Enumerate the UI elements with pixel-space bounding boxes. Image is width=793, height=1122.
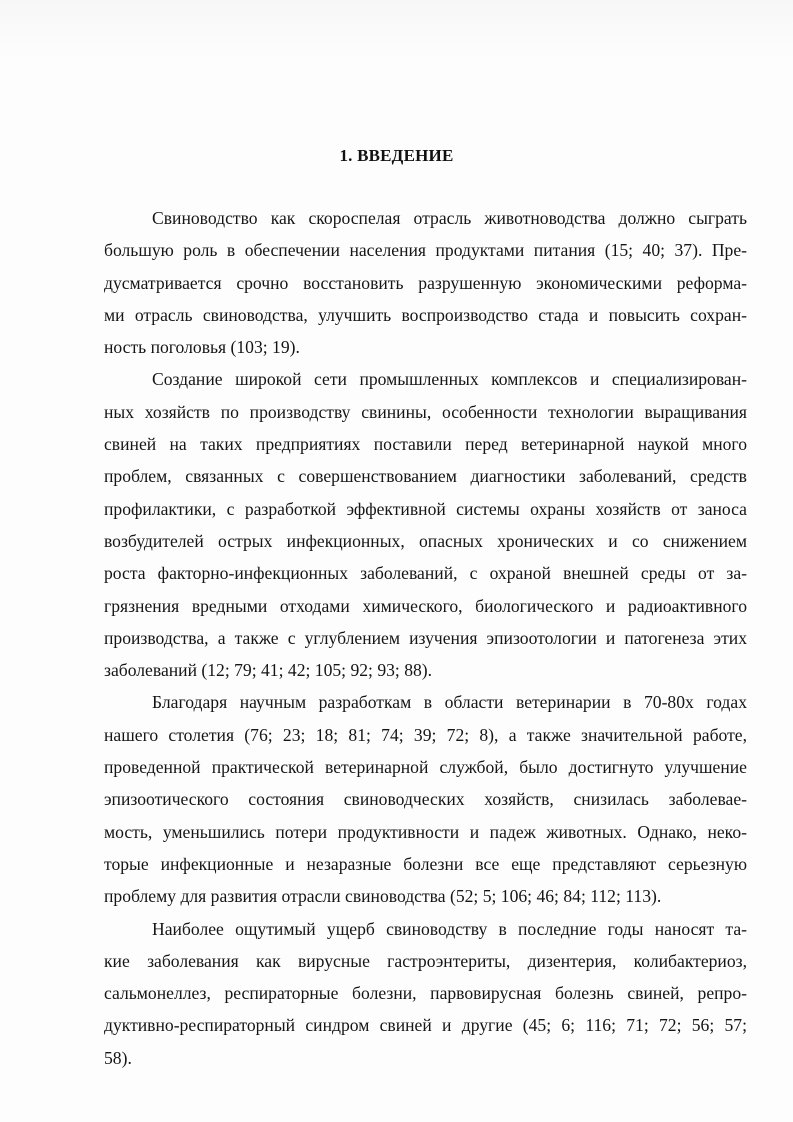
text-line: ми отрасль свиноводства, улучшить воспроизводство стада и повысить сохран- <box>104 304 747 325</box>
text-line: мость, уменьшились потери продуктивности и падеж животных. Однако, неко- <box>104 821 747 842</box>
text-line: нашего столетия (76; 23; 18; 81; 74; 39; 72; 8), а также значительной работе, <box>104 724 747 745</box>
text-line: большую роль в обеспечении населения продуктами питания (15; 40; 37). Пре- <box>104 240 747 261</box>
text-line: Свиноводство как скороспелая отрасль животноводства должно сыграть <box>152 208 747 228</box>
text-line: ность поголовья (103; 19). <box>104 337 300 358</box>
text-line: производства, а также с углублением изучения эпизоотологии и патогенеза этих <box>104 627 747 648</box>
text-line: роста факторно-инфекционных заболеваний, с охраной внешней среды от за- <box>104 563 747 584</box>
text-line: заболеваний (12; 79; 41; 42; 105; 92; 93; 88). <box>104 660 433 681</box>
text-line: дуктивно-респираторный синдром свиней и другие (45; 6; 116; 71; 72; 56; 57; <box>104 1015 747 1036</box>
text-line: свиней на таких предприятиях поставили перед ветеринарной наукой много <box>104 434 747 455</box>
text-line: Создание широкой сети промышленных комплексов и специализирован- <box>152 369 747 390</box>
paragraph-3 <box>104 686 747 912</box>
text-line: возбудителей острых инфекционных, опасных хронических и со снижением <box>104 530 747 551</box>
text-line: ных хозяйств по производству свинины, особенности технологии выращивания <box>104 401 747 422</box>
text-line: 58). <box>104 1047 132 1068</box>
paragraph-1 <box>104 202 747 363</box>
scan-shading <box>0 0 793 60</box>
text-line: Благодаря научным разработкам в области ветеринарии в 70-80х годах <box>152 692 747 713</box>
text-line: дусматривается срочно восстановить разрушенную экономическими реформа- <box>104 272 747 293</box>
text-line: проблему для развития отрасли свиноводства (52; 5; 106; 46; 84; 112; 113). <box>104 886 662 907</box>
text-line: проблем, связанных с совершенствованием диагностики заболеваний, средств <box>104 466 747 487</box>
paragraph-2 <box>104 363 747 686</box>
page-title: 1. ВВЕДЕНИЕ <box>339 146 454 165</box>
text-line: кие заболевания как вирусные гастроэнтериты, дизентерия, колибактериоз, <box>104 950 747 971</box>
text-line: сальмонеллез, респираторные болезни, парвовирусная болезнь свиней, репро- <box>104 983 747 1004</box>
body-text <box>104 202 747 1074</box>
text-line: торые инфекционные и незаразные болезни все еще представляют серьезную <box>104 853 747 874</box>
text-line: грязнения вредными отходами химического, биологического и радиоактивного <box>104 595 747 616</box>
text-line: Наиболее ощутимый ущерб свиноводству в последние годы наносят та- <box>152 918 747 939</box>
paragraph-4 <box>104 913 747 1074</box>
text-line: эпизоотического состояния свиноводческих хозяйств, снизилась заболевае- <box>104 789 747 810</box>
text-line: профилактики, с разработкой эффективной системы охраны хозяйств от заноса <box>104 498 747 519</box>
text-line: проведенной практической ветеринарной службой, было достигнуто улучшение <box>104 757 747 778</box>
